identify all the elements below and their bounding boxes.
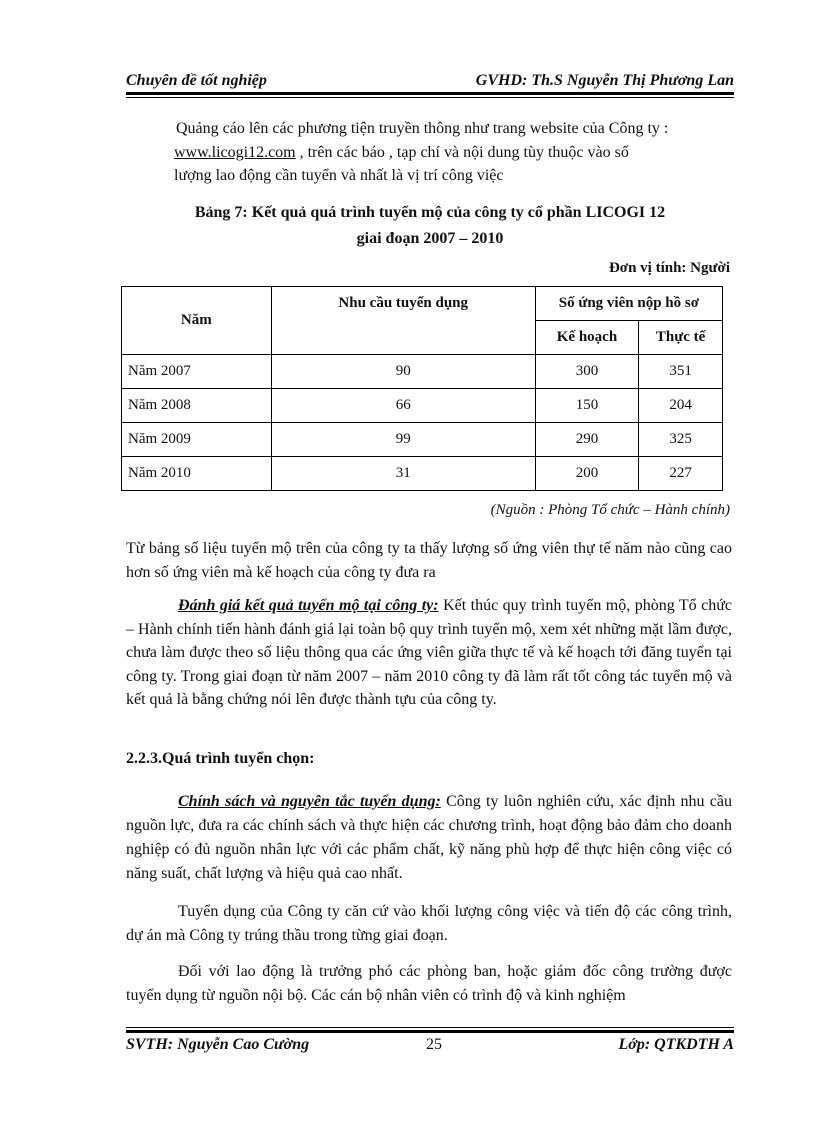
page-number: 25: [426, 1036, 442, 1053]
policy-title: Chính sách và nguyên tắc tuyển dụng:: [178, 793, 441, 810]
cell-need: 99: [271, 423, 535, 457]
cell-need: 66: [271, 389, 535, 423]
intro-line-1: Quảng cáo lên các phương tiện truyền thông như trang website của Công ty :: [176, 120, 669, 137]
header-need: Nhu cầu tuyển dụng: [271, 287, 535, 355]
header-rule-thin: [126, 97, 734, 98]
page-footer: [126, 1036, 734, 1060]
intro-paragraph: [126, 117, 732, 188]
footer-rule: [126, 1030, 734, 1033]
table-row: [122, 457, 723, 491]
paragraph-internal-staff: Đối với lao động là trưởng phó các phòng ban, hoặc giám đốc công trường được tuyển dụng từ nguồn nội bộ. Các cán bộ nhân viên có trình độ và kinh nghiệm: [126, 963, 732, 1004]
header-applicants: Số ứng viên nộp hồ sơ: [535, 287, 722, 321]
cell-plan: 200: [535, 457, 638, 491]
table-row: [122, 423, 723, 457]
header-supervisor: GVHD: Th.S Nguyễn Thị Phương Lan: [475, 72, 734, 89]
cell-year: Năm 2008: [122, 389, 272, 423]
table-caption-line-1: Bảng 7: Kết quả quá trình tuyển mộ của công ty cổ phần LICOGI 12: [194, 204, 666, 221]
header-actual: Thực tế: [639, 321, 723, 355]
cell-need: 31: [271, 457, 535, 491]
paragraph-recruitment-basis: Tuyển dụng của Công ty căn cứ vào khối lượng công việc và tiến độ các công trình, dự án mà Công ty trúng thầu trong từng giai đoạn.: [126, 903, 732, 944]
footer-class: Lớp: QTKDTH A: [618, 1036, 734, 1053]
footer-rule-thin: [126, 1027, 734, 1028]
header-year: Năm: [122, 287, 272, 355]
policy-body: Công ty luôn nghiên cứu, xác định nhu cầu nguồn lực, đưa ra các chính sách và thực hiện các chương trình, hoạt động bảo đảm cho doanh nghiệp có đủ nguồn nhân lực với các phẩm chất, kỹ năng phù hợp để thực hiện công việc có năng suất, chất lượng và hiệu quả cao nhất.: [126, 793, 733, 882]
paragraph-policy: [126, 790, 732, 886]
paragraph-observation: Từ bảng số liệu tuyển mộ trên của công ty ta thấy lượng số ứng viên thự tế năm nào cũng cao hơn số ứng viên mà kế hoạch của công ty đưa ra: [126, 540, 732, 581]
header-rule: [126, 92, 734, 95]
header-title: Chuyên đề tốt nghiệp: [126, 72, 267, 89]
cell-actual: 227: [639, 457, 723, 491]
recruitment-table: [121, 286, 723, 491]
page-header: [126, 66, 734, 90]
intro-line-2: , trên các báo , tạp chí và nội dung tùy thuộc vào số: [295, 143, 629, 161]
cell-actual: 325: [639, 423, 723, 457]
cell-actual: 204: [639, 389, 723, 423]
table-caption-line-2: giai đoạn 2007 – 2010: [356, 230, 504, 247]
table-row: [122, 355, 723, 389]
table-header-row: [122, 287, 723, 321]
intro-line-3: lượng lao động cần tuyển và nhất là vị trí công việc: [174, 167, 504, 184]
website-link[interactable]: www.licogi12.com: [174, 143, 296, 161]
cell-year: Năm 2010: [122, 457, 272, 491]
header-plan: Kế hoạch: [535, 321, 638, 355]
cell-plan: 150: [535, 389, 638, 423]
evaluation-title: Đánh giá kết quả tuyển mộ tại công ty:: [178, 597, 439, 614]
cell-plan: 300: [535, 355, 638, 389]
table-row: [122, 389, 723, 423]
cell-year: Năm 2007: [122, 355, 272, 389]
table-source: (Nguồn : Phòng Tổ chức – Hành chính): [490, 502, 730, 518]
evaluation-body: Kết thúc quy trình tuyển mộ, phòng Tổ chức – Hành chính tiến hành đánh giá lại toàn bộ quy trình tuyển mộ, xem xét những mặt lầm được, chưa làm được theo số liệu thông qua các ứng viên giữa thực tế và kế hoạch tới đăng tuyển tại công ty. Trong giai đoạn từ năm 2007 – năm 2010 công ty đã làm rất tốt công tác tuyển mộ và kết quả là bằng chứng nói lên được thành tựu của công ty.: [126, 597, 732, 708]
unit-label: Đơn vị tính: Người: [608, 260, 730, 276]
cell-plan: 290: [535, 423, 638, 457]
footer-student: SVTH: Nguyễn Cao Cường: [126, 1036, 310, 1053]
paragraph-evaluation: [126, 594, 732, 712]
section-heading: 2.2.3.Quá trình tuyển chọn:: [126, 750, 315, 767]
cell-actual: 351: [639, 355, 723, 389]
table-caption: [126, 200, 734, 252]
cell-need: 90: [271, 355, 535, 389]
cell-year: Năm 2009: [122, 423, 272, 457]
